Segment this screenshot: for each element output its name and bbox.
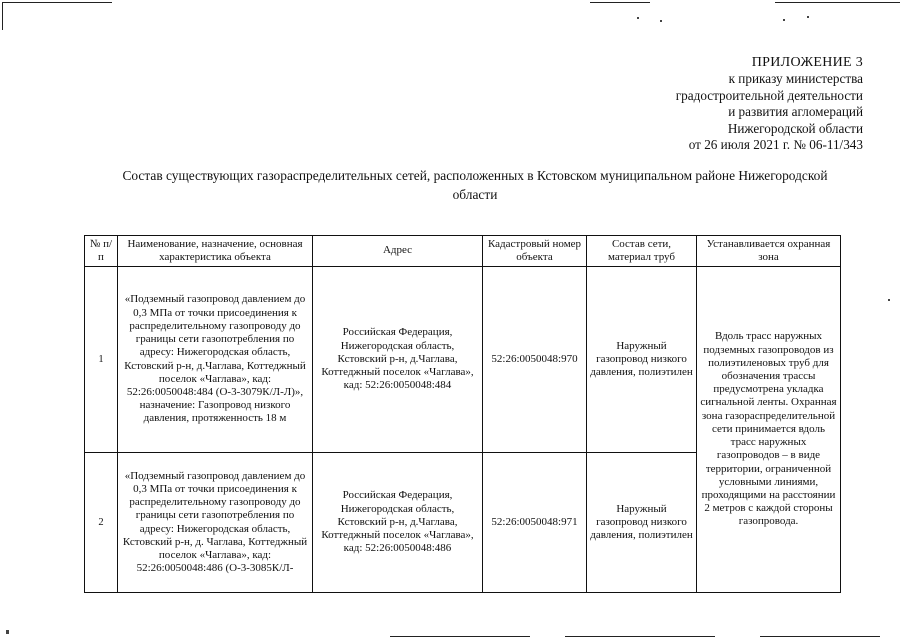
scan-speck xyxy=(6,630,9,634)
row-cadastral: 52:26:0050048:971 xyxy=(483,453,587,593)
scan-edge-line-bottom-2 xyxy=(565,636,715,637)
scan-speck xyxy=(888,299,890,301)
scan-speck xyxy=(807,16,809,18)
appendix-line: от 26 июля 2021 г. № 06-11/343 xyxy=(688,137,863,153)
row-composition: Наружный газопровод низкого давления, полиэтилен xyxy=(587,267,697,453)
document-title-line-1: Состав существующих газораспределительных сетей, расположенных в Кстовском муниципальном районе Нижегородской xyxy=(122,168,828,183)
row-address: Российская Федерация, Нижегородская область, Кстовский р-н, д.Чаглава, Коттеджный поселок «Чаглава», кад: 52:26:0050048:486 xyxy=(313,453,483,593)
appendix-line: Нижегородской области xyxy=(727,120,863,136)
scan-edge-line-left-vertical xyxy=(2,2,3,30)
scan-edge-line-top-left xyxy=(2,2,112,3)
appendix-line: и развития агломераций xyxy=(728,104,863,120)
scan-edge-line-top-right xyxy=(590,2,650,3)
document-title xyxy=(80,166,870,204)
row-address: Российская Федерация, Нижегородская область, Кстовский р-н, д.Чаглава, Коттеджный поселок «Чаглава», кад: 52:26:0050048:484 xyxy=(313,267,483,453)
table-header-row xyxy=(85,236,841,267)
scan-edge-line-top-far-right xyxy=(775,2,900,3)
scan-edge-line-bottom-1 xyxy=(390,636,530,637)
document-title-line-2: области xyxy=(452,187,498,202)
row-num: 1 xyxy=(85,267,118,453)
protection-zone-cell: Вдоль трасс наружных подземных газопроводов из полиэтиленовых труб для обозначения трассы предусмотрена укладка сигнальной ленты. Охранная зона газораспределительной сети принимается вдоль трасс наружных газопроводов – в виде территории, ограниченной условными линиями, проходящими на расстоянии 2 метров с каждой стороны газопровода. xyxy=(697,267,841,593)
header-composition: Состав сети, материал труб xyxy=(587,236,697,267)
scan-speck xyxy=(660,20,662,22)
header-address: Адрес xyxy=(313,236,483,267)
table-row xyxy=(85,267,841,453)
row-cadastral: 52:26:0050048:970 xyxy=(483,267,587,453)
row-composition: Наружный газопровод низкого давления, полиэтилен xyxy=(587,453,697,593)
row-name: «Подземный газопровод давлением до 0,3 МПа от точки присоединения к распределительному газопроводу до границы сети газопотребления по адресу: Нижегородская область, Кстовский р-н, д. Чаглава, Коттеджный поселок «Чаглава», кад: 52:26:0050048:486 (О-3-3085К/Л- xyxy=(118,453,313,593)
appendix-line: к приказу министерства xyxy=(728,71,863,87)
scan-speck xyxy=(783,19,785,21)
header-zone: Устанавливается охранная зона xyxy=(697,236,841,267)
header-cadastral: Кадастровый номер объекта xyxy=(483,236,587,267)
appendix-heading: ПРИЛОЖЕНИЕ 3 xyxy=(751,55,863,70)
scan-edge-line-bottom-3 xyxy=(760,636,880,637)
row-num: 2 xyxy=(85,453,118,593)
scan-speck xyxy=(637,17,639,19)
header-num: № п/п xyxy=(85,236,118,267)
gas-network-table xyxy=(84,235,841,593)
header-name: Наименование, назначение, основная характеристика объекта xyxy=(118,236,313,267)
row-name: «Подземный газопровод давлением до 0,3 МПа от точки присоединения к распределительному газопроводу до границы сети газопотребления по адресу: Нижегородская область, Кстовский р-н, д.Чаглава, Коттеджный поселок «Чаглава», кад: 52:26:0050048:484 (О-3-3079К/Л-Л)», назначение: Газопровод низкого давления, протяженность 18 м xyxy=(118,267,313,453)
appendix-header xyxy=(676,55,863,153)
appendix-line: градостроительной деятельности xyxy=(675,87,863,103)
